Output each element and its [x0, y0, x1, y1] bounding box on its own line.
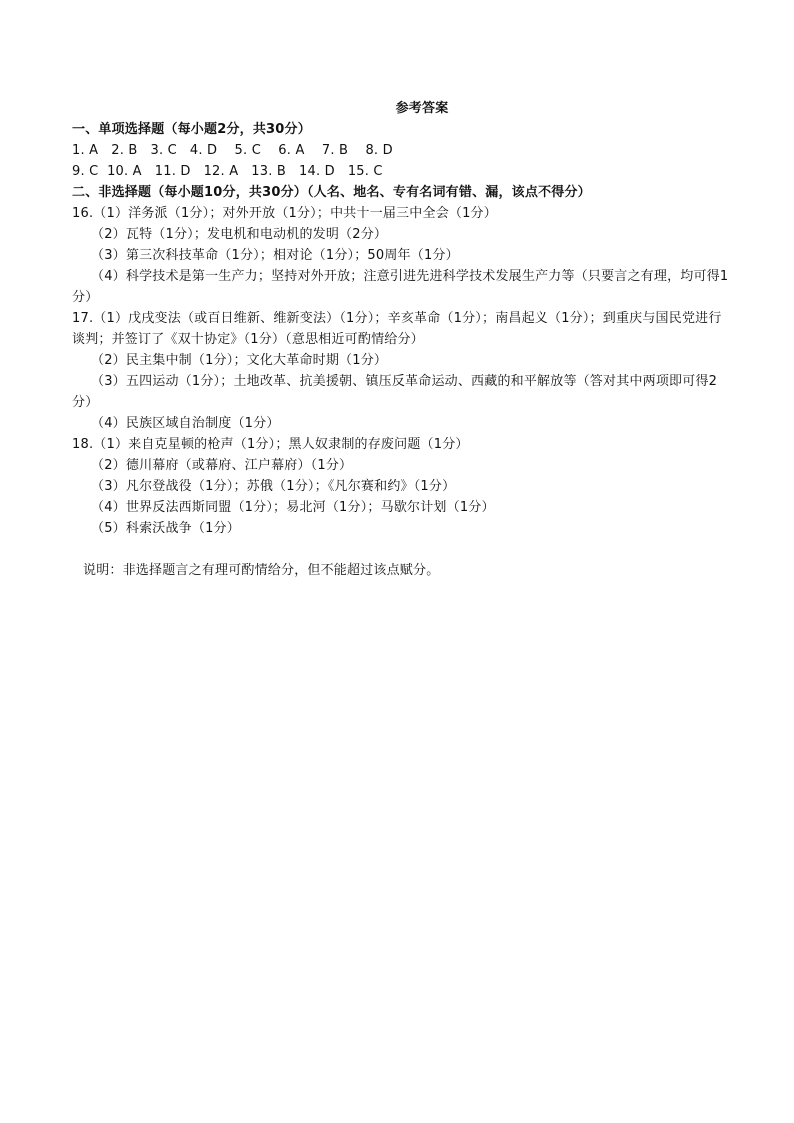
- grading-note: 说明：非选择题言之有理可酌情给分，但不能超过该点赋分。: [83, 563, 440, 578]
- q18-part-2: （2）德川幕府（或幕府、江户幕府）（1分）: [91, 458, 353, 473]
- q16-part-1: 16.（1）洋务派（1分）；对外开放（1分）；中共十一届三中全会（1分）: [72, 206, 497, 221]
- q16-part-4: （4）科学技术是第一生产力；坚持对外开放；注意引进先进科学技术发展生产力等（只要言之有理，均可得1分）: [72, 269, 729, 305]
- mc-answers-row-1: 1. A 2. B 3. C 4. D 5. C 6. A 7. B 8. D: [72, 143, 393, 158]
- q17-part-1: 17.（1）戊戌变法（或百日维新、维新变法）（1分）；辛亥革命（1分）；南昌起义（1分）；到重庆与国民党进行谈判；并签订了《双十协定》（1分）（意思相近可酌情给分）: [72, 311, 722, 347]
- q16-part-3: （3）第三次科技革命（1分）；相对论（1分）；50周年（1分）: [91, 248, 459, 263]
- q18-part-3: （3）凡尔登战役（1分）；苏俄（1分）；《凡尔赛和约》（1分）: [91, 479, 456, 494]
- q16-part-2: （2）瓦特（1分）；发电机和电动机的发明（2分）: [91, 227, 388, 242]
- q17-part-3: （3）五四运动（1分）；土地改革、抗美援朝、镇压反革命运动、西藏的和平解放等（答对其中两项即可得2分）: [72, 374, 718, 410]
- page-title: 参考答案: [395, 101, 449, 116]
- section-heading-multiple-choice: 一、单项选择题（每小题2分，共30分）: [72, 122, 311, 137]
- q18-part-5: （5）科索沃战争（1分）: [91, 521, 240, 536]
- q18-part-4: （4）世界反法西斯同盟（1分）；易北河（1分）；马歇尔计划（1分）: [91, 500, 495, 515]
- q17-part-2: （2）民主集中制（1分）；文化大革命时期（1分）: [91, 353, 388, 368]
- q18-part-1: 18.（1）来自克星顿的枪声（1分）；黑人奴隶制的存废问题（1分）: [72, 437, 469, 452]
- section-heading-non-choice: 二、非选择题（每小题10分，共30分）（人名、地名、专有名词有错、漏，该点不得分）: [72, 185, 591, 200]
- q17-part-4: （4）民族区域自治制度（1分）: [91, 416, 280, 431]
- answer-key-document: [72, 98, 732, 581]
- mc-answers-row-2: 9. C 10. A 11. D 12. A 13. B 14. D 15. C: [72, 164, 383, 179]
